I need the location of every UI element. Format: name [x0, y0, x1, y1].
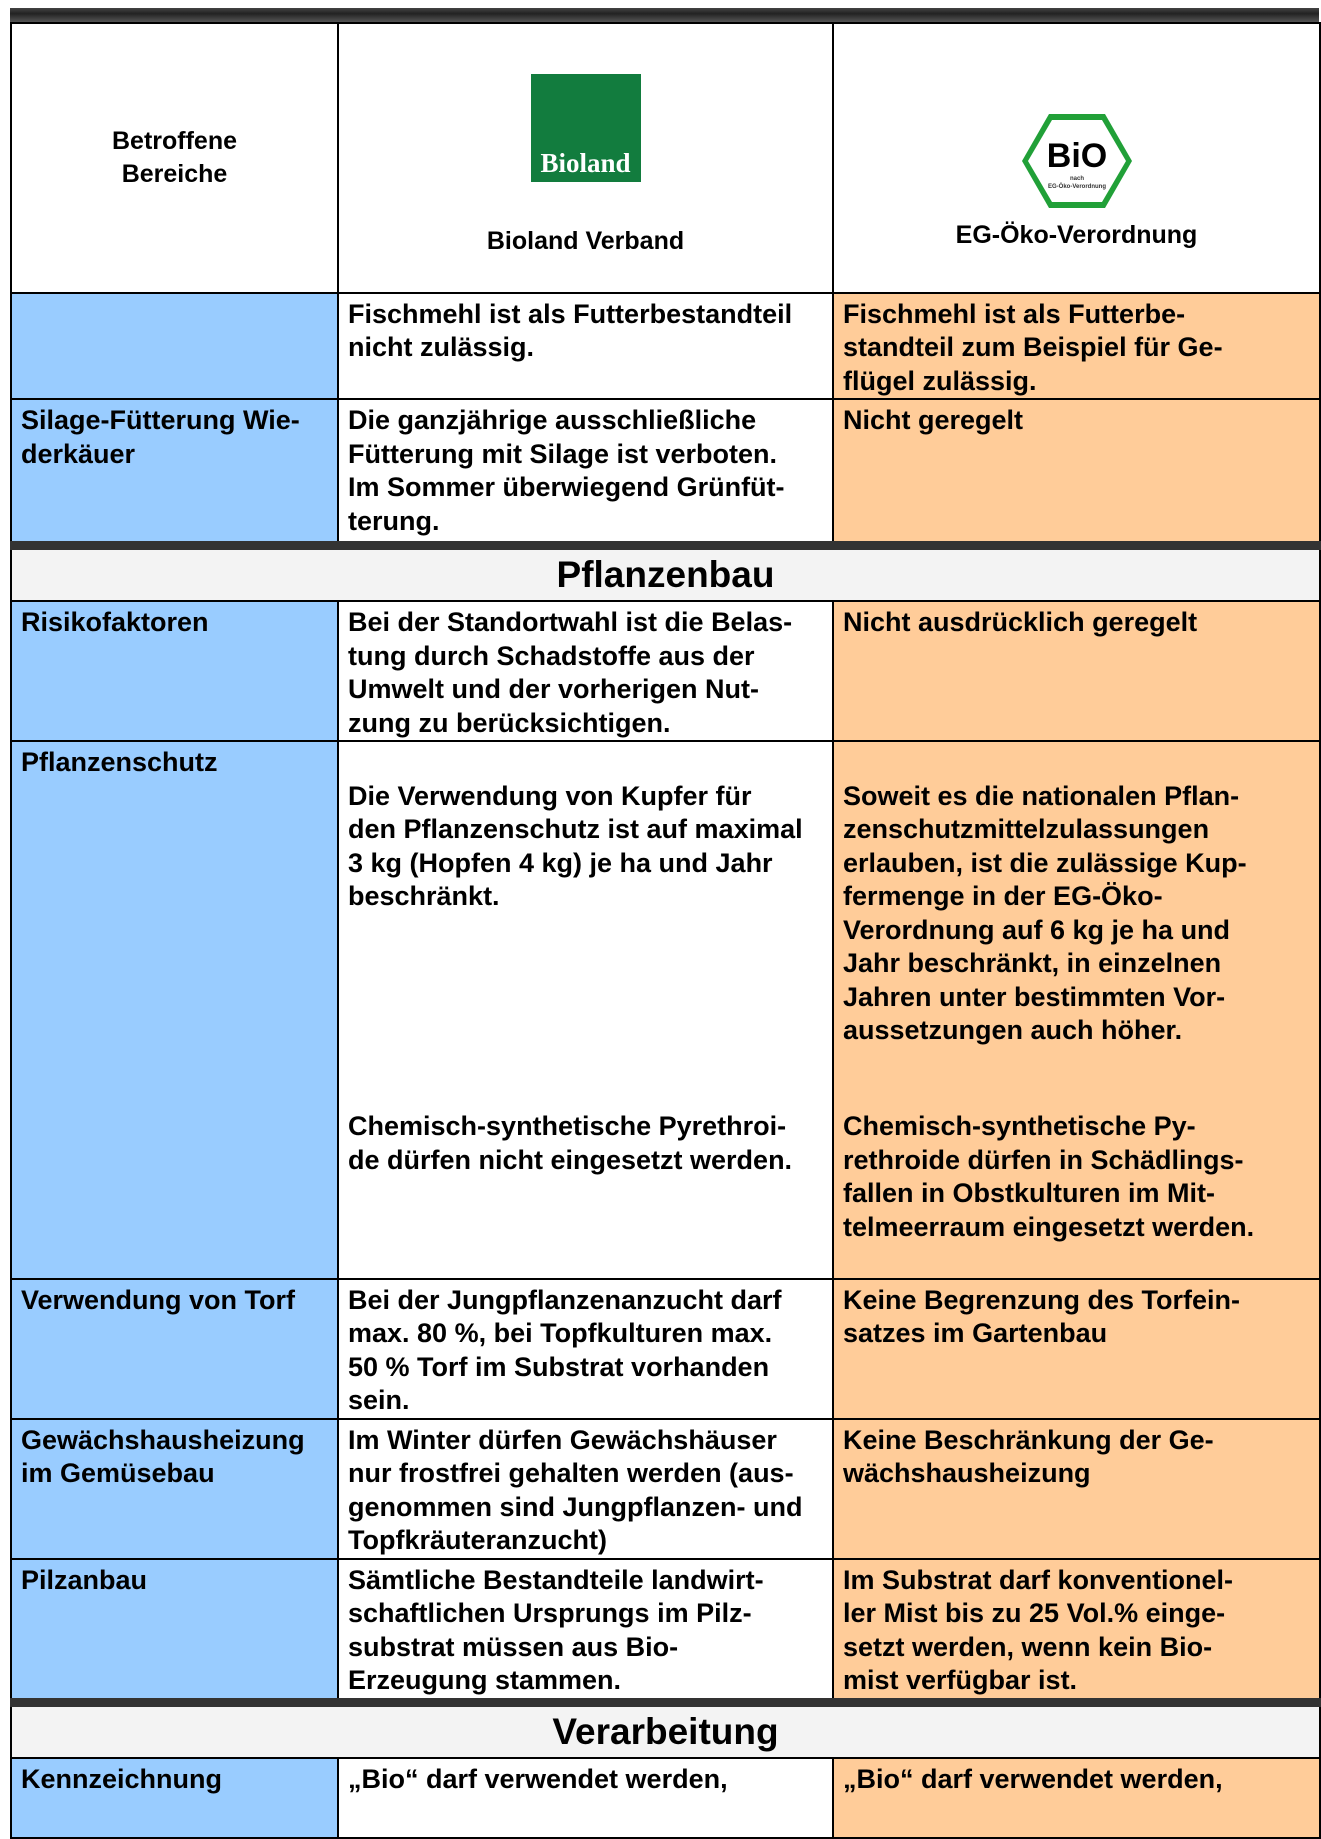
eg-cell: Keine Beschränkung der Ge- wächshausheizung — [833, 1419, 1320, 1559]
area-cell: Silage-Fütterung Wie- derkäuer — [11, 399, 338, 545]
area-cell: Pflanzenschutz — [11, 741, 338, 1279]
table-row — [11, 601, 1320, 741]
table-row — [11, 1758, 1320, 1838]
area-cell: Gewächshausheizung im Gemüsebau — [11, 1419, 338, 1559]
bioland-cell: Sämtliche Bestandteile landwirt- schaftlichen Ursprungs im Pilz- substrat müssen aus Bio- Erzeugung stammen. — [338, 1559, 833, 1703]
eg-cell: Keine Begrenzung des Torfein- satzes im Gartenbau — [833, 1279, 1320, 1419]
header-areas — [11, 23, 338, 293]
bioland-cell: Im Winter dürfen Gewächshäuser nur frostfrei gehalten werden (aus- genommen sind Jungpflanzen- und Topfkräuteranzucht) — [338, 1419, 833, 1559]
eg-cell: Nicht geregelt — [833, 399, 1320, 545]
area-cell: Risikofaktoren — [11, 601, 338, 741]
table-row — [11, 1279, 1320, 1419]
header-areas-label: Betroffene Bereiche — [111, 126, 237, 188]
table-row — [11, 399, 1320, 545]
section-title: Verarbeitung — [11, 1702, 1320, 1758]
header-bioland — [338, 23, 833, 293]
bio-seal-logo — [1019, 78, 1135, 190]
comparison-table — [10, 22, 1321, 1839]
bioland-cell: Bei der Jungpflanzenanzucht darf max. 80 %, bei Topfkulturen max. 50 % Torf im Substrat vorhanden sein. — [338, 1279, 833, 1419]
bioland-text-copper: Die Verwendung von Kupfer für den Pflanzenschutz ist auf maximal 3 kg (Hopfen 4 kg) je ha und Jahr beschränkt. — [348, 780, 803, 911]
section-title: Pflanzenbau — [11, 545, 1320, 601]
eg-cell: Im Substrat darf konventionel- ler Mist bis zu 25 Vol.% einge- setzt werden, wenn kein Bio- mist verfügbar ist. — [833, 1559, 1320, 1703]
bio-logo-sub1: nach — [1069, 176, 1084, 182]
eg-cell: Nicht ausdrücklich geregelt — [833, 601, 1320, 741]
section-row-verarbeitung — [11, 1702, 1320, 1758]
bioland-text-pyrethroids: Chemisch-synthetische Pyrethroi- de dürfen nicht eingesetzt werden. — [348, 1111, 793, 1175]
bioland-logo — [531, 74, 641, 182]
header-eg — [833, 23, 1320, 293]
area-cell: Pilzanbau — [11, 1559, 338, 1703]
table-row — [11, 1419, 1320, 1559]
area-cell: Verwendung von Torf — [11, 1279, 338, 1419]
bioland-cell: Fischmehl ist als Futterbestandteil nicht zulässig. — [338, 293, 833, 400]
bioland-cell — [338, 741, 833, 1279]
area-cell — [11, 293, 338, 400]
table-row — [11, 741, 1320, 1279]
table-header-row — [11, 23, 1320, 293]
eg-cell: „Bio“ darf verwendet werden, — [833, 1758, 1320, 1838]
top-rule — [10, 8, 1319, 22]
bio-logo-text: BiO — [1046, 137, 1107, 175]
table-row — [11, 1559, 1320, 1703]
header-bioland-label: Bioland Verband — [486, 227, 685, 255]
eg-text-copper: Soweit es die nationalen Pflan- zenschutzmittelzulassungen erlauben, ist die zulässige Kup- fermenge in der EG-Öko- Verordnung auf 6 kg je ha und Jahr beschränkt, in einzelnen Jahren unter bestimmten Vor- aussetzungen auch höher. — [843, 780, 1247, 1045]
table-row — [11, 293, 1320, 400]
bioland-cell: Bei der Standortwahl ist die Belas- tung durch Schadstoffe aus der Umwelt und der vorherigen Nut- zung zu berücksichtigen. — [338, 601, 833, 741]
eg-text-pyrethroids: Chemisch-synthetische Py- rethroide dürfen in Schädlings- fallen in Obstkulturen im Mit- telmeerraum eingesetzt werden. — [843, 1111, 1255, 1242]
eg-cell: Fischmehl ist als Futterbe- standteil zum Beispiel für Ge- flügel zulässig. — [833, 293, 1320, 400]
eg-cell — [833, 741, 1320, 1279]
bio-seal-icon — [1019, 111, 1135, 211]
section-row-pflanzenbau — [11, 545, 1320, 601]
header-eg-label: EG-Öko-Verordnung — [955, 221, 1198, 249]
bioland-logo-text: Bioland — [540, 147, 631, 178]
bioland-cell: „Bio“ darf verwendet werden, — [338, 1758, 833, 1838]
area-cell: Kennzeichnung — [11, 1758, 338, 1838]
bio-logo-sub2: EG-Öko-Verordnung — [1047, 184, 1106, 190]
bioland-cell: Die ganzjährige ausschließliche Fütterung mit Silage ist verboten. Im Sommer überwiegend Grünfüt- terung. — [338, 399, 833, 545]
